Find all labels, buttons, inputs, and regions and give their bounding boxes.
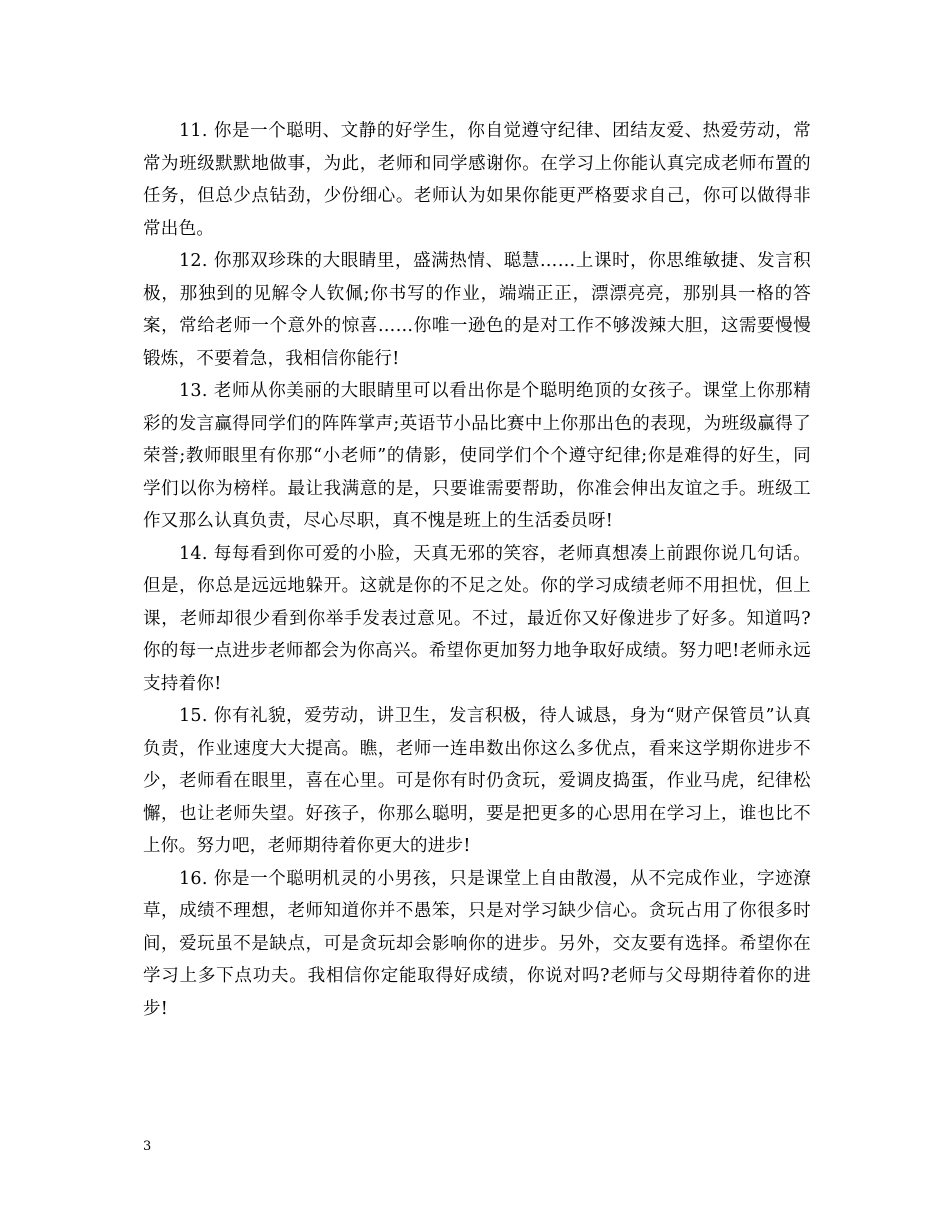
comment-paragraph-14: 14. 每每看到你可爱的小脸，天真无邪的笑容，老师真想凑上前跟你说几句话。但是，你总是远远地躲开。这就是你的不足之处。你的学习成绩老师不用担忧，但上课，老师却很少看到你举手发表过意见。不过，最近你又好像进步了好多。知道吗?你的每一点进步老师都会为你高兴。希望你更加努力地争取好成绩。努力吧!老师永远支持着你! [143, 543, 811, 694]
comment-paragraph-13: 13. 老师从你美丽的大眼睛里可以看出你是个聪明绝顶的女孩子。课堂上你那精彩的发言赢得同学们的阵阵掌声;英语节小品比赛中上你那出色的表现，为班级赢得了荣誉;教师眼里有你那“小老师”的倩影，使同学们个个遵守纪律;你是难得的好生，同学们以你为榜样。最让我满意的是，只要谁需要帮助，你准会伸出友谊之手。班级工作又那么认真负责，尽心尽职，真不愧是班上的生活委员呀! [143, 381, 811, 531]
comment-paragraph-12: 12. 你那双珍珠的大眼睛里，盛满热情、聪慧……上课时，你思维敏捷、发言积极，那独到的见解令人钦佩;你书写的作业，端端正正，漂漂亮亮，那别具一格的答案，常给老师一个意外的惊喜……你唯一逊色的是对工作不够泼辣大胆，这需要慢慢锻炼，不要着急，我相信你能行! [143, 251, 811, 369]
comment-paragraph-15: 15. 你有礼貌，爱劳动，讲卫生，发言积极，待人诚恳，身为“财产保管员”认真负责，作业速度大大提高。瞧，老师一连串数出你这么多优点，看来这学期你进步不少，老师看在眼里，喜在心里。可是你有时仍贪玩，爱调皮捣蛋，作业马虎，纪律松懈，也让老师失望。好孩子，你那么聪明，要是把更多的心思用在学习上，谁也比不上你。努力吧，老师期待着你更大的进步! [143, 706, 811, 856]
comment-paragraph-16: 16. 你是一个聪明机灵的小男孩，只是课堂上自由散漫，从不完成作业，字迹潦草，成绩不理想，老师知道你并不愚笨，只是对学习缺少信心。贪玩占用了你很多时间，爱玩虽不是缺点，可是贪玩却会影响你的进步。另外，交友要有选择。希望你在学习上多下点功夫。我相信你定能取得好成绩，你说对吗?老师与父母期待着你的进步! [143, 868, 811, 1019]
comment-paragraph-11: 11. 你是一个聪明、文静的好学生，你自觉遵守纪律、团结友爱、热爱劳动，常常为班级默默地做事，为此，老师和同学感谢你。在学习上你能认真完成老师布置的任务，但总少点钻劲，少份细心。老师认为如果你能更严格要求自己，你可以做得非常出色。 [143, 121, 811, 239]
document-body [143, 115, 811, 1025]
page-number: 3 [143, 1139, 152, 1154]
